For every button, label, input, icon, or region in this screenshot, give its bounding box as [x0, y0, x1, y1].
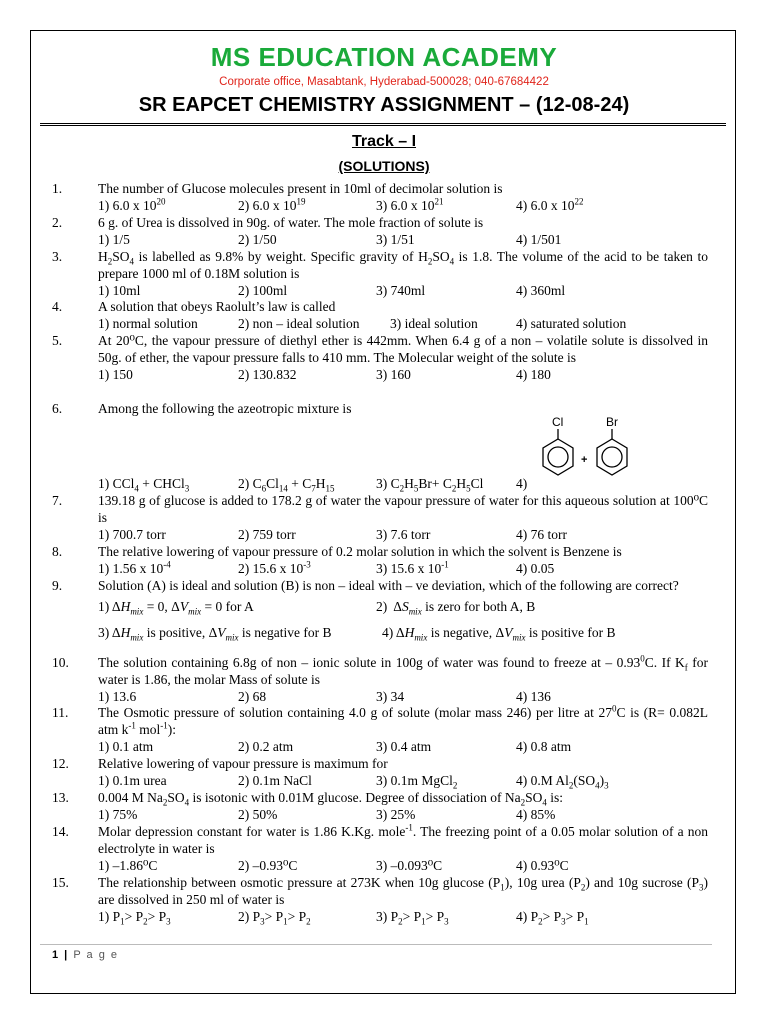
page-number: 1	[52, 949, 60, 961]
option-2: 2) –0.93⁰C	[238, 857, 298, 873]
question-number: 6.	[52, 401, 63, 416]
option-2: 2) 0.1m NaCl	[238, 772, 312, 788]
question-text: Relative lowering of vapour pressure is maximum for	[98, 756, 388, 771]
options	[98, 232, 708, 249]
option-3: 3) –0.093⁰C	[376, 857, 443, 873]
option-4: 4) saturated solution	[516, 315, 627, 331]
header-divider-2	[40, 125, 726, 126]
option-3: 3) 25%	[376, 806, 416, 822]
question-text: Solution (A) is ideal and solution (B) is non – ideal with – ve deviation, which of the following are correct?	[98, 578, 679, 593]
option-2: 2) 100ml	[238, 282, 288, 298]
option-3: 3) 0.4 atm	[376, 738, 432, 754]
footer-divider	[40, 944, 712, 945]
option-4: 4) 180	[516, 366, 551, 382]
option-1: 1) 150	[98, 366, 133, 382]
chlorobenzene-bromobenzene-structure	[528, 415, 638, 489]
options	[98, 367, 708, 384]
options	[98, 858, 708, 875]
options-row-1	[98, 595, 708, 625]
option-3: 3) $P_2> P_1> P_3$	[376, 908, 449, 927]
options	[98, 807, 708, 824]
assignment-title: SR EAPCET CHEMISTRY ASSIGNMENT – (12-08-24)	[138, 94, 630, 116]
question-text: Molar depression constant for water is 1.86 K.Kg. mole$^{-1}$. The freezing point of a 0.05 molar solution of a non electrolyte in water is	[98, 822, 708, 856]
option-4: 4)	[516, 476, 528, 491]
options	[98, 561, 708, 578]
option-4: 4) 6.0 x $10^{22}$	[516, 196, 584, 213]
cl-label: Cl	[552, 415, 564, 429]
option-2: 2) 130.832	[238, 366, 297, 382]
option-4: 4) 0.05	[516, 560, 555, 576]
option-1: 1) 13.6	[98, 688, 137, 704]
option-3: 3) 740ml	[376, 282, 426, 298]
question-number: 7.	[52, 493, 63, 508]
question-text: The relationship between osmotic pressure at 273K when 10g glucose $(P_1)$, 10g urea $(P_2)$ and 10g sucrose $(P_3)$ are dissolved in 250 ml of water is	[98, 875, 708, 907]
option-2: 2) 68	[238, 688, 267, 704]
option-2: 2) $C_6Cl_{14} + C_7H_{15}$	[238, 476, 335, 494]
option-2: 2) $P_3> P_1> P_2$	[238, 908, 311, 927]
options	[98, 909, 708, 926]
question-number: 11.	[52, 705, 69, 720]
option-4: 4) 136	[516, 688, 551, 704]
question-text: A solution that obeys Raolult’s law is called	[98, 299, 336, 314]
options-row-2	[98, 625, 708, 647]
question-text: 6 g. of Urea is dissolved in 90g. of water. The mole fraction of solute is	[98, 215, 484, 230]
option-2: 2) non – ideal solution	[238, 315, 360, 331]
question-text: The solution containing 6.8g of non – ionic solute in 100g of water was found to freeze at – 0.93$^0$C. If $K_f$ for water is 1.86, the molar Mass of solute is	[98, 653, 709, 687]
option-2: 2) 759 torr	[238, 526, 296, 542]
header-divider	[40, 123, 726, 124]
option-1: 1) $P_1> P_2> P_3$	[98, 908, 171, 927]
plus-sign: +	[581, 454, 588, 466]
question-number: 15.	[52, 875, 69, 890]
option-1: 1) 1/5	[98, 231, 130, 247]
question-number: 1.	[52, 181, 63, 196]
office-address: Corporate office, Masabtank, Hyderabad-500028; 040-67684422	[219, 76, 549, 88]
option-1: 1) 0.1m urea	[98, 772, 167, 788]
option-1: 1) 0.1 atm	[98, 738, 154, 754]
question-text: The Osmotic pressure of solution containing 4.0 g of solute (molar mass 246) per litre at $27^0C$ is (R= 0.082L atm $k^{-1}$ mol$^{-1}$):	[98, 703, 708, 737]
option-4: 4) 1/501	[516, 231, 562, 247]
option-4: 4) 76 torr	[516, 526, 567, 542]
options	[98, 316, 708, 333]
options	[98, 198, 708, 215]
option-1: 1) 1.56 x $10^{-4}$	[98, 559, 171, 576]
option-1: 1) 75%	[98, 806, 138, 822]
track-heading: Track – I	[351, 133, 417, 150]
option-3: 3) 7.6 torr	[376, 526, 431, 542]
options	[98, 527, 708, 544]
option-1: 1) 6.0 x $10^{20}$	[98, 196, 166, 213]
question-number: 9.	[52, 578, 63, 593]
option-2: 2) 1/50	[238, 231, 277, 247]
option-3: 3) 1/51	[376, 231, 415, 247]
question-text: Among the following the azeotropic mixture is	[98, 401, 352, 416]
page-separator: |	[59, 949, 74, 961]
option-1: 1) $\Delta H_{mix} = 0$, $\Delta V_{mix} = 0$ for A	[98, 598, 254, 617]
option-3: 3) 0.1m MgCl$_2$	[376, 772, 458, 791]
question-number: 14.	[52, 824, 69, 839]
options	[98, 739, 708, 756]
aromatic-circle-left	[548, 447, 568, 467]
topic-heading: (SOLUTIONS)	[338, 158, 430, 174]
option-4: 4) 85%	[516, 806, 556, 822]
page-footer	[52, 949, 119, 961]
question-text: The relative lowering of vapour pressure of 0.2 molar solution in which the solvent is Benzene is	[98, 544, 622, 559]
option-3: 3) 160	[376, 366, 411, 382]
br-label: Br	[606, 415, 618, 429]
question-number: 2.	[52, 215, 63, 230]
option-4: 4) $\Delta H_{mix}$ is negative, $\Delta V_{mix}$ is positive for B	[382, 624, 616, 643]
question-number: 8.	[52, 544, 63, 559]
option-3: 3) $\Delta H_{mix}$ is positive, $\Delta V_{mix}$ is negative for B	[98, 624, 332, 643]
option-1: 1) normal solution	[98, 315, 198, 331]
option-1: 1) –1.86⁰C	[98, 857, 158, 873]
question-text: 139.18 g of glucose is added to 178.2 g of water the vapour pressure of water for this aqueous solution at 100⁰C is	[98, 493, 708, 525]
option-4: 4) 0.M $Al_2(SO_4)_3$	[516, 772, 609, 791]
option-2: 2) 0.2 atm	[238, 738, 294, 754]
question-text: The number of Glucose molecules present in 10ml of decimolar solution is	[98, 181, 503, 196]
question-number: 3.	[52, 249, 63, 264]
option-2: 2) 50%	[238, 806, 278, 822]
question-number: 10.	[52, 655, 69, 670]
aromatic-circle-right	[602, 447, 622, 467]
question-text: At 20⁰C, the vapour pressure of diethyl ether is 442mm. When 6.4 g of a non – volatile solute is dissolved in 50g. of ether, the vapour pressure falls to 410 mm. The Molecular weight of the solute is	[98, 333, 708, 365]
question-number: 12.	[52, 756, 69, 771]
options	[98, 689, 708, 706]
option-3: 3) $C_2H_5Br+ C_2H_5Cl$	[376, 476, 484, 494]
option-4: 4) 0.93⁰C	[516, 857, 569, 873]
option-3: 3) 6.0 x $10^{21}$	[376, 196, 444, 213]
question-number: 5.	[52, 333, 63, 348]
question-number: 13.	[52, 790, 69, 805]
options	[98, 283, 708, 300]
option-1: 1) CCl$_4$ + CHCl$_3$	[98, 476, 190, 494]
option-3: 3) ideal solution	[390, 315, 478, 331]
question-text: 0.004 M $Na_2SO_4$ is isotonic with 0.01M glucose. Degree of dissociation of $Na_2SO_4$ is:	[98, 790, 563, 808]
option-4: 4) 360ml	[516, 282, 566, 298]
option-3: 3) 15.6 x $10^{-1}$	[376, 559, 449, 576]
option-3: 3) 34	[376, 688, 405, 704]
academy-title: MS EDUCATION ACADEMY	[210, 42, 558, 72]
option-4: 4) 0.8 atm	[516, 738, 572, 754]
option-1: 1) 10ml	[98, 282, 141, 298]
question-text: $H_2SO_4$ is labelled as 9.8% by weight. Specific gravity of $H_2SO_4$ is 1.8. The volume of the acid to be taken to prepare 1000 ml of 0.18M solution is	[98, 249, 708, 281]
option-2: 2) 6.0 x $10^{19}$	[238, 196, 306, 213]
option-4: 4) $P_2> P_3> P_1$	[516, 908, 589, 927]
option-2: 2) $\Delta S_{mix}$ is zero for both A, B	[376, 598, 536, 617]
page-label: P a g e	[73, 949, 119, 961]
option-1: 1) 700.7 torr	[98, 526, 166, 542]
options	[98, 773, 708, 790]
question-number: 4.	[52, 299, 63, 314]
option-2: 2) 15.6 x $10^{-3}$	[238, 559, 311, 576]
